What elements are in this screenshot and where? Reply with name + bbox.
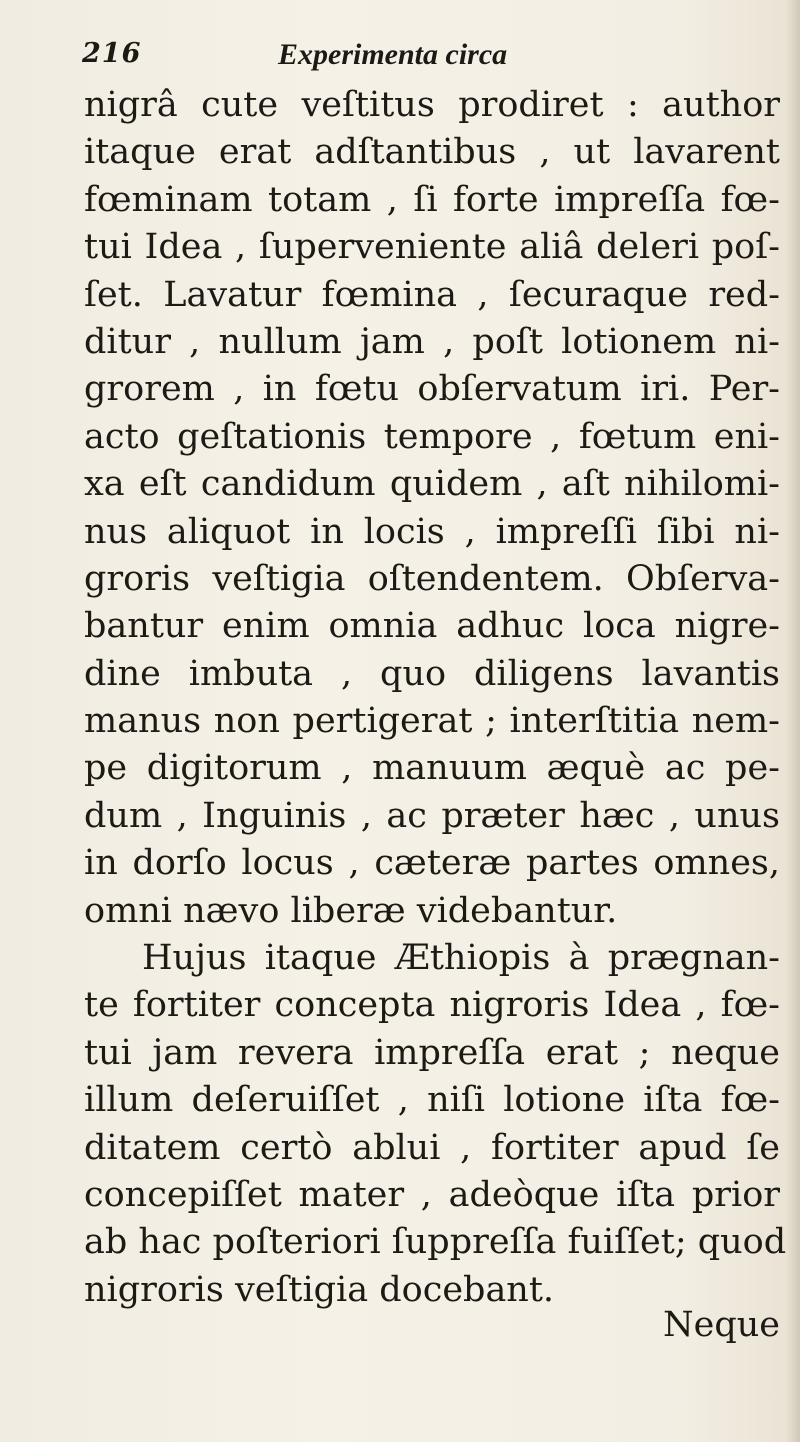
text-line: groris veſtigia oſtendentem. Obſerva- [84,558,780,599]
text-line: grorem , in fœtu obſervatum iri. Per- [84,369,780,410]
text-line: bantur enim omnia adhuc loca nigre- [84,606,780,647]
page-edge-shadow [786,0,800,1442]
body-text [84,82,787,1314]
text-line: illum deſeruiſſet , niſi lotione iſta fœ- [84,1080,780,1121]
text-line: ab hac poſteriori ſuppreſſa fuiſſet; quod [84,1222,787,1263]
text-line: nigrâ cute veſtitus prodiret : author [84,85,780,125]
text-line: dine imbuta , quo diligens lavantis [84,653,780,694]
text-line: concepiſſet mater , adeòque iſta prior [84,1174,780,1215]
text-line: nus aliquot in locis , impreſſi ſibi ni- [84,511,780,552]
text-line: te fortiter concepta nigroris Idea , fœ- [84,985,780,1026]
running-head [82,38,682,78]
text-line: ſet. Lavatur fœmina , ſecuraque red- [84,274,780,315]
paragraph-end-line: nigroris veſtigia docebant. [84,1269,555,1310]
paragraph-start-line: Hujus itaque Æthiopis à prægnan- [142,938,780,979]
text-line: acto geſtationis tempore , fœtum eni- [84,416,780,457]
catchword-row [84,1300,780,1350]
text-line: itaque erat adſtantibus , ut lavarent [84,132,780,173]
catchword: Neque [663,1305,780,1345]
text-line: xa eſt candidum quidem , aſt nihilomi- [84,464,780,505]
text-line: dum , Inguinis , ac præter hæc , unus [84,795,780,836]
text-line: ditur , nullum jam , poſt lotionem ni- [84,321,780,362]
text-line: manus non pertigerat ; interſtitia nem- [84,701,780,742]
text-line: ditatem certò ablui , fortiter apud ſe [84,1127,780,1168]
text-line: tui jam revera impreſſa erat ; neque [84,1032,780,1073]
text-line: in dorſo locus , cæteræ partes omnes, [84,843,780,884]
text-line: tui Idea , ſuperveniente aliâ deleri poſ- [84,227,780,268]
text-line: pe digitorum , manuum æquè ac pe- [84,748,780,789]
running-title: Experimenta circa [278,38,508,71]
text-line: fœminam totam , ſi forte impreſſa fœ- [84,179,780,220]
page-number: 216 [82,38,142,69]
paragraph-end-line: omni nævo liberæ videbantur. [84,890,618,931]
